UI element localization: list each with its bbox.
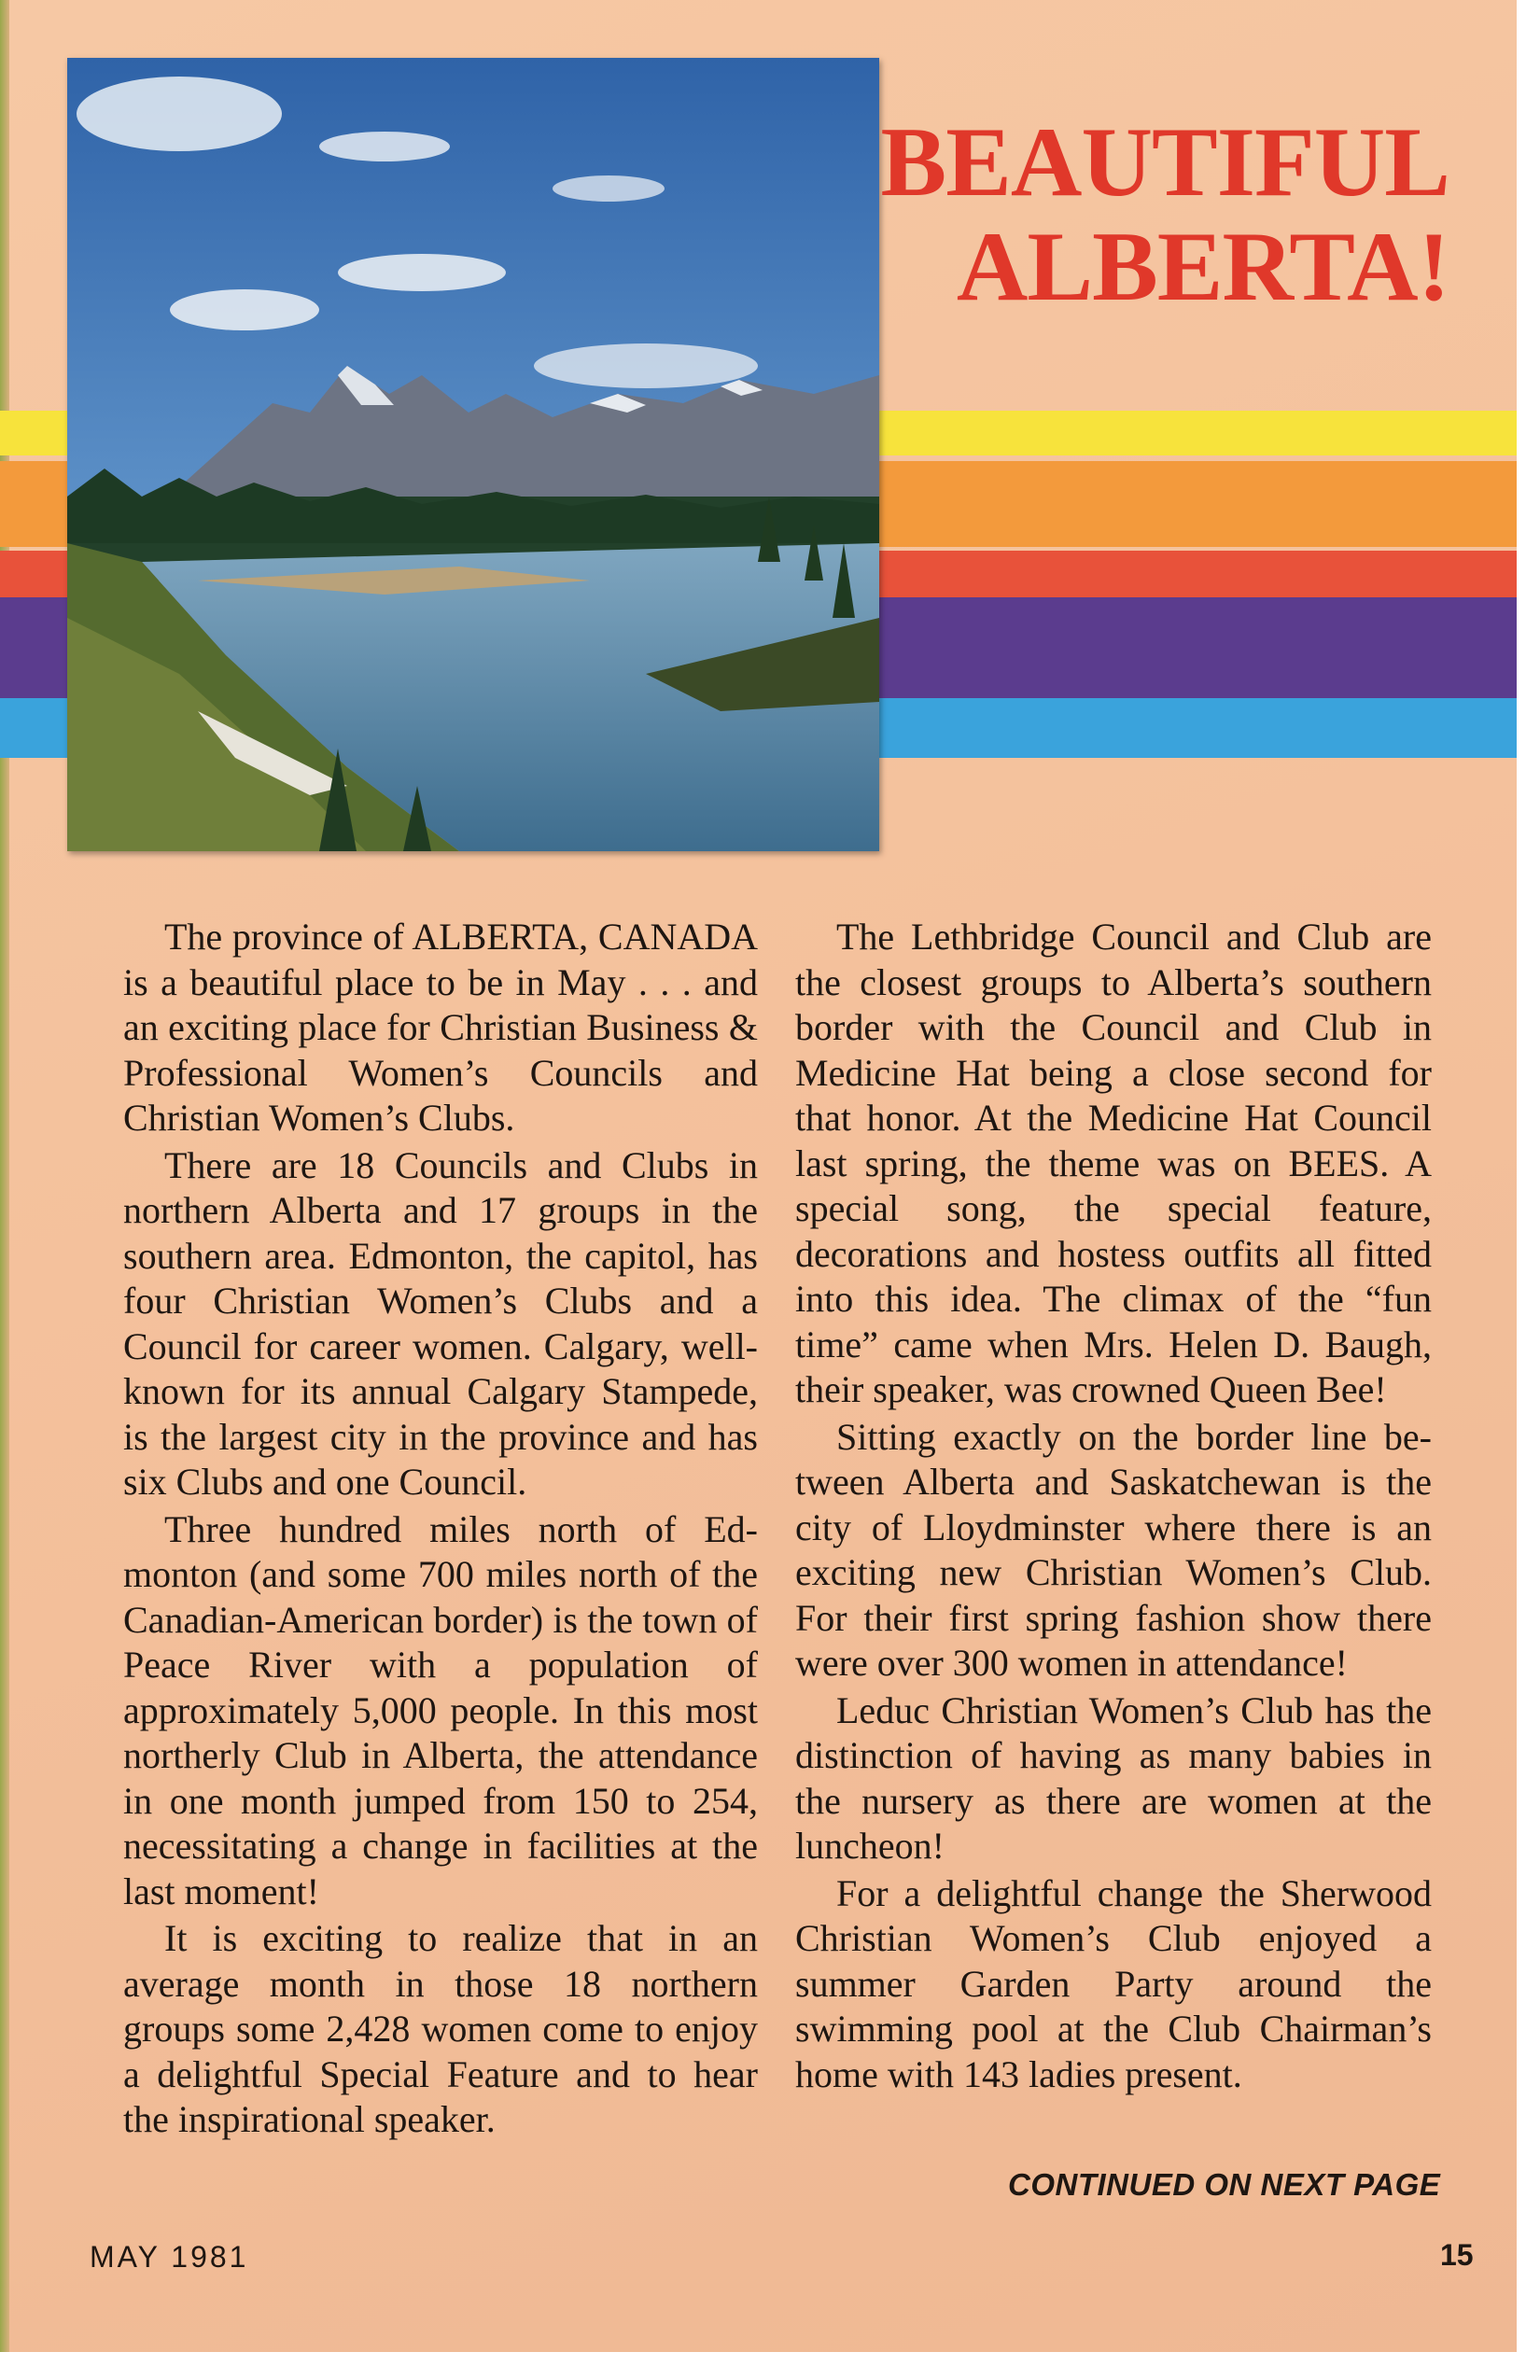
paragraph: The Lethbridge Council and Club are the closest groups to Alberta’s southern border with the Council and Club in Medicine Hat being a close second for that honor. At the Medicine Hat Council last spring, the theme was on BEES. A special song, the special feature, decorations and hostess outfits all fitted into this idea. The climax of the “fun time” came when Mrs. Helen D. Baugh, their speaker, was crowned Queen Bee! <box>795 916 1432 1410</box>
paragraph: There are 18 Councils and Clubs in northern Alberta and 17 groups in the southern area. Edmonton, the capitol, has four Christian Women’s Clubs and a Council for career women. Calgary, well-known for its annual Calgary Stampede, is the largest city in the province and has six Clubs and one Council. <box>123 1143 758 1503</box>
paragraph: It is exciting to realize that in an average month in those 18 northern groups some 2,428 women come to enjoy a delightful Special Feature and to hear the inspirational speaker. <box>123 1917 758 2140</box>
paragraph: For a delightful change the Sherwood Christian Women’s Club enjoyed a summer Garden Party around the swimming pool at the Club Chairman’s home with 143 ladies present. <box>795 1871 1432 2095</box>
paragraph: Sitting exactly on the border line between Alberta and Saskatchewan is the city of Lloydminster where there is an exciting new Christian Women’s Club. For their first spring fashion show there were over 300 women in attendance! <box>795 1415 1432 1684</box>
headline-line-1: BEAUTIFUL <box>880 107 1449 217</box>
paragraph: Three hundred miles north of Edmonton (and some 700 miles north of the Canadian-American border) is the town of Peace River with a population of approximately 5,000 people. In this most northerly Club in Alberta, the attendance in one month jumped from 150 to 254, necessitating a change in facilities at the last moment! <box>123 1507 758 1912</box>
article-column-left <box>123 915 758 2145</box>
article-column-right <box>795 915 1432 2099</box>
landscape-photo <box>67 58 879 851</box>
headline-line-2: ALBERTA! <box>956 212 1449 321</box>
page-edge <box>0 0 9 2352</box>
page-number: 15 <box>1440 2238 1474 2272</box>
paragraph: The province of ALBERTA, CANADA is a beautiful place to be in May . . . and an exciting place for Christian Business & Professional Women’s Councils and Christian Women’s Clubs. <box>123 916 758 1139</box>
continued-label: CONTINUED ON NEXT PAGE <box>1008 2167 1441 2202</box>
headline <box>880 107 1449 321</box>
paragraph: Leduc Christian Women’s Club has the distinction of having as many babies in the nursery as there are women at the luncheon! <box>795 1688 1432 1867</box>
issue-date: MAY 1981 <box>90 2240 249 2274</box>
mountain-river-image <box>67 58 879 851</box>
